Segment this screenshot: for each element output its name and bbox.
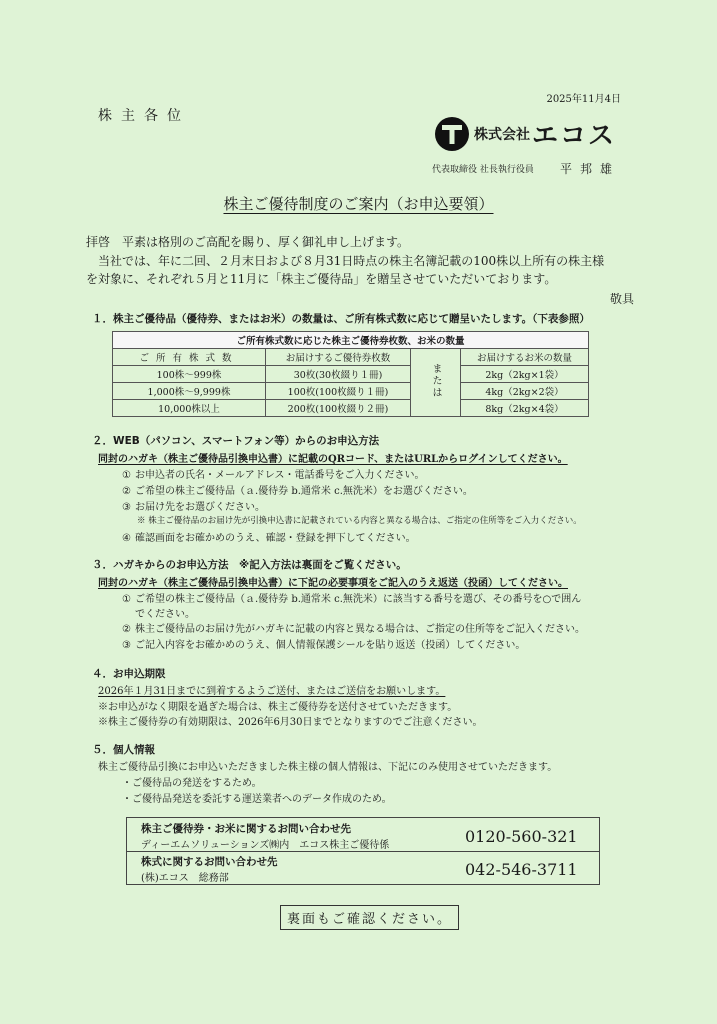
table-row (113, 366, 589, 383)
col-header-rice: お届けするお米の数量 (461, 349, 589, 366)
section1-heading: １．株主ご優待品（優待券、またはお米）の数量は、ご所有株式数に応じて贈呈いたします。（下表参照） (92, 313, 590, 325)
section2-subheading: 同封のハガキ（株主ご優待品引換申込書）に記載のQRコード、またはURLからログインしてください。 (98, 454, 568, 465)
rice-cell: 8kg（2kg×4袋） (461, 400, 589, 417)
section4-note: ※お申込がなく期限を過ぎた場合は、株主ご優待券を送付させていただきます。 (98, 702, 458, 713)
benefits-table (112, 331, 589, 417)
contact-name: (株)エコス 総務部 (141, 873, 229, 884)
section2-note: ※ 株主ご優待品のお届け先が引換申込書に記載されている内容と異なる場合は、ご指定の住所等をご入力ください。 (137, 516, 582, 526)
issue-date: 2025年11月4日 (546, 94, 621, 105)
rice-cell: 2kg（2kg×1袋） (461, 366, 589, 383)
section4-heading: ４．お申込期限 (92, 668, 166, 680)
section3-step: ③ ご記入内容をお確かめのうえ、個人情報保護シールを貼り返送（投函）してください。 (122, 640, 526, 651)
intro-line-2: を対象に、それぞれ５月と11月に「株主ご優待品」を贈呈させていただいております。 (86, 272, 557, 286)
logo-name: エコス (532, 121, 617, 151)
contact-heading: 株主ご優待券・お米に関するお問い合わせ先 (141, 823, 351, 835)
document-title: 株主ご優待制度のご案内（お申込要領） (223, 195, 494, 213)
vouchers-cell: 100枚(100枚綴り１冊) (266, 383, 411, 400)
deadline: 2026年１月31日までに到着するようご送付、またはご送信をお願いします。 (98, 686, 446, 697)
intro-line-1: 当社では、年に二回、２月末日および８月31日時点の株主名簿記載の100株以上所有の株主様 (98, 254, 605, 268)
table-caption: ご所有株式数に応じた株主ご優待券枚数、お米の数量 (113, 332, 589, 349)
contact-divider (127, 851, 599, 852)
representative-title: 代表取締役 社長執行役員 (432, 165, 534, 175)
section4-note: ※株主ご優待券の有効期限は、2026年6月30日までとなりますのでご注意ください。 (98, 717, 483, 728)
shares-cell: 100株～999株 (113, 366, 266, 383)
section3-step-continued: でください。 (135, 609, 195, 620)
table-row (113, 400, 589, 417)
section2-step: ③ お届け先をお選びください。 (122, 502, 265, 513)
section5-heading: ５．個人情報 (92, 744, 155, 756)
or-cell: または (411, 349, 461, 417)
section2-step: ② ご希望の株主ご優待品（ａ.優待券 b.通常米 c.無洗米）をお選びください。 (122, 486, 473, 497)
col-header-vouchers: お届けするご優待券枚数 (266, 349, 411, 366)
section2-step: ① お申込者の氏名・メールアドレス・電話番号をご入力ください。 (122, 470, 425, 481)
shares-cell: 10,000株以上 (113, 400, 266, 417)
table-row (113, 383, 589, 400)
section2-heading: ２．WEB（パソコン、スマートフォン等）からのお申込方法 (92, 435, 380, 447)
privacy-bullet: ・ご優待品の発送をするため。 (122, 778, 262, 789)
greeting: 拝啓 平素は格別のご高配を賜り、厚く御礼申し上げます。 (86, 235, 410, 249)
vouchers-cell: 30枚(30枚綴り１冊) (266, 366, 411, 383)
section3-subheading: 同封のハガキ（株主ご優待品引換申込書）に下記の必要事項をご記入のうえ返送（投函）してください。 (98, 578, 568, 589)
section3-step: ① ご希望の株主ご優待品（ａ.優待券 b.通常米 c.無洗米）に該当する番号を選び、その番号を○で囲ん (122, 594, 582, 605)
section3-step: ② 株主ご優待品のお届け先がハガキに記載の内容と異なる場合は、ご指定の住所等をご記入ください。 (122, 624, 585, 635)
col-header-shares: ご所有株式数 (113, 349, 266, 366)
section2-step: ④ 確認画面をお確かめのうえ、確認・登録を押下してください。 (122, 533, 416, 544)
shares-cell: 1,000株～9,999株 (113, 383, 266, 400)
company-logo-icon (434, 116, 470, 152)
contact-box (126, 817, 600, 885)
vouchers-cell: 200枚(100枚綴り２冊) (266, 400, 411, 417)
contact-phone[interactable]: 042-546-3711 (465, 860, 578, 879)
section3-heading: ３．ハガキからのお申込方法 ※記入方法は裏面をご覧ください。 (92, 559, 407, 571)
logo-prefix: 株式会社 (474, 126, 530, 143)
privacy-text: 株主ご優待品引換にお申込いただきました株主様の個人情報は、下記にのみ使用させていただきます。 (98, 762, 558, 773)
contact-heading: 株式に関するお問い合わせ先 (141, 856, 278, 868)
closing: 敬具 (610, 292, 635, 306)
company-logo (434, 115, 616, 152)
contact-phone[interactable]: 0120-560-321 (465, 827, 578, 846)
see-reverse-note: 裏面もご確認ください。 (280, 905, 459, 930)
contact-name: ディーエムソリューションズ㈱内 エコス株主ご優待係 (141, 840, 390, 851)
addressee: 株主各位 (98, 108, 190, 124)
privacy-bullet: ・ご優待品発送を委託する運送業者へのデータ作成のため。 (122, 794, 392, 805)
rice-cell: 4kg（2kg×2袋） (461, 383, 589, 400)
representative-name: 平邦雄 (560, 162, 621, 176)
